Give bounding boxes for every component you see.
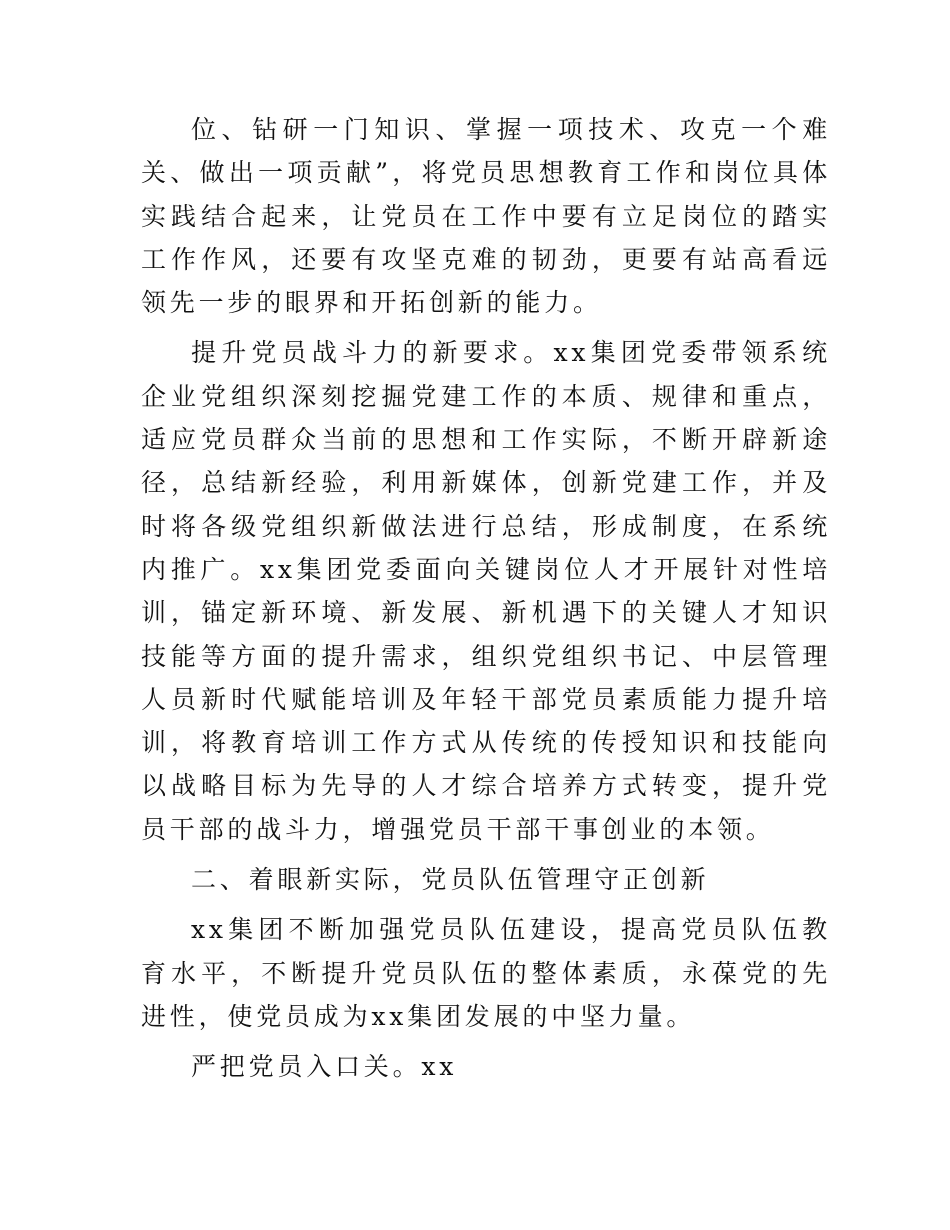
document-body xyxy=(141,108,831,1089)
paragraph-party-member-combat-effectiveness: 提升党员战斗力的新要求。xx集团党委带领系统企业党组织深刻挖掘党建工作的本质、规律和重点，适应党员群众当前的思想和工作实际，不断开辟新途径，总结新经验，利用新媒体，创新党建工作，并及时将各级党组织新做法进行总结，形成制度，在系统内推广。xx集团党委面向关键岗位人才开展针对性培训，锚定新环境、新发展、新机遇下的关键人才知识技能等方面的提升需求，组织党组织书记、中层管理人员新时代赋能培训及年轻干部党员素质能力提升培训，将教育培训工作方式从传统的传授知识和技能向以战略目标为先导的人才综合培养方式转变，提升党员干部的战斗力，增强党员干部干事创业的本领。 xyxy=(141,338,831,844)
paragraph-continuation: 位、钻研一门知识、掌握一项技术、攻克一个难关、做出一项贡献”，将党员思想教育工作和岗位具体实践结合起来，让党员在工作中要有立足岗位的踏实工作作风，还要有攻坚克难的韧劲，更要有站高看远领先一步的眼界和开拓创新的能力。 xyxy=(141,115,831,318)
paragraph-entry-control: 严把党员入口关。xx xyxy=(191,1052,458,1082)
paragraph-team-building: xx集团不断加强党员队伍建设，提高党员队伍教育水平，不断提升党员队伍的整体素质，永葆党的先进性，使党员成为xx集团发展的中坚力量。 xyxy=(141,915,831,1031)
section-heading-two: 二、着眼新实际，党员队伍管理守正创新 xyxy=(191,865,710,895)
